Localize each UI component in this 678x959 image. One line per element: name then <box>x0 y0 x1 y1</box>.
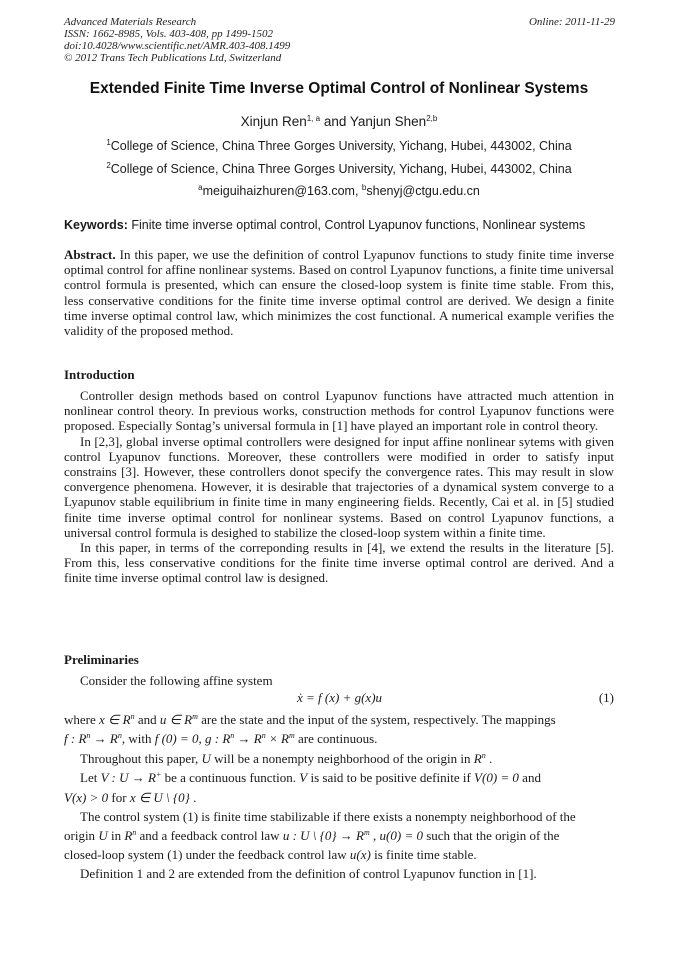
math-span: R <box>473 751 482 766</box>
math-sup: m <box>192 712 198 721</box>
doi-line: doi:10.4028/www.scientific.net/AMR.403-408.1499 <box>64 40 291 52</box>
math-sup: n <box>117 731 122 740</box>
text-span: closed-loop system (1) under the feedback control law <box>64 847 350 862</box>
intro-paragraph-1: Controller design methods based on control Lyapunov functions have attracted much attention in nonlinear control theory. In previous works, construction methods for control Lyapunov functions were proposed. Especially Sontag’s universal formula in [1] have played an important role in control theory. <box>64 388 614 434</box>
math-sup: n <box>132 828 137 837</box>
keywords <box>64 218 585 232</box>
issn-line: ISSN: 1662-8985, Vols. 403-408, pp 1499-1502 <box>64 28 273 40</box>
author-1-sup: 1, a <box>306 114 321 123</box>
text-span: origin <box>64 828 99 843</box>
email-b[interactable]: shenyj@ctgu.edu.cn <box>366 184 480 198</box>
online-date: Online: 2011-11-29 <box>528 16 615 28</box>
math-span: V(x) > 0 <box>64 790 109 805</box>
math-sup: m <box>364 828 370 837</box>
math-span: u ∈ R <box>159 712 193 727</box>
prelim-line-5 <box>80 770 541 786</box>
math-span: → R <box>234 731 262 746</box>
math-sup: n <box>481 751 486 760</box>
text-span: is said to be positive definite if <box>307 770 475 785</box>
keywords-label: Keywords: <box>64 218 128 232</box>
author-1: Xinjun Ren <box>240 114 307 129</box>
text-span: Let <box>80 770 101 785</box>
equation-1-number: (1) <box>598 690 614 705</box>
math-sup: m <box>288 731 295 740</box>
affiliation-1-text: College of Science, China Three Gorges University, Yichang, Hubei, 443002, China <box>110 139 572 153</box>
prelim-line-8 <box>64 828 559 844</box>
text-span: be a continuous function. <box>161 770 300 785</box>
introduction-heading: Introduction <box>64 367 135 382</box>
text-span: are the state and the input of the system, respectively. The mappings <box>197 712 556 727</box>
intro-paragraph-2: In [2,3], global inverse optimal controllers were designed for input affine nonlinear sytems with given control Lyapunov functions. Moreover, these controllers were modified in order to satisfy input constrains [3]. However, these controllers donot specify the convergence rates. This may result in slow convergence phenomena. However, it is desirable that trajectories of a dynamical system converge to a Lyapunov stable equilibrium in finite time in many engineering fields. Recently, Cai et al. in [5] studied finite time inverse optimal control for nonlinear systems. Based on control Lyapunov functions, a universal control formula is desighed to stabilize the closed-loop system within a finite time. <box>64 433 614 540</box>
copyright-line: © 2012 Trans Tech Publications Ltd, Switzerland <box>64 52 282 64</box>
math-sup: n <box>230 731 235 740</box>
abstract-label: Abstract. <box>64 247 116 262</box>
text-span: will be a nonempty neighborhood of the origin in <box>210 751 474 766</box>
journal-header <box>64 16 290 64</box>
math-span: x ∈ R <box>99 712 131 727</box>
math-sup: n <box>261 731 266 740</box>
prelim-line-2 <box>64 712 556 728</box>
author-2-sup: 2,b <box>426 114 438 123</box>
text-span: where <box>64 712 100 727</box>
text-span: , with <box>121 731 155 746</box>
text-span: in <box>107 828 125 843</box>
author-and: and <box>320 114 350 129</box>
text-span: Throughout this paper, <box>80 751 202 766</box>
math-span: u : U \ {0} → R <box>282 828 364 843</box>
author-2: Yanjun Shen <box>349 114 427 129</box>
prelim-line-9 <box>64 847 477 863</box>
affiliation-2 <box>0 161 678 176</box>
abstract <box>64 247 614 338</box>
prelim-line-4 <box>80 751 492 767</box>
text-span: . <box>189 790 197 805</box>
text-span: , <box>369 828 380 843</box>
prelim-line-1: Consider the following affine system <box>80 673 273 688</box>
affiliation-1 <box>0 138 678 153</box>
math-span: → R <box>90 731 118 746</box>
math-sup: + <box>155 770 162 779</box>
math-span: R <box>124 828 133 843</box>
math-span: U <box>98 828 108 843</box>
introduction-body <box>64 388 614 586</box>
intro-paragraph-3: In this paper, in terms of the correponding results in [4], we extend the results in the literature [5]. From this, less conservative conditions for the finite time inverse optimal control are derived. And a finite time inverse optimal control law is designed. <box>64 540 614 586</box>
text-span: for <box>108 790 130 805</box>
journal-name: Advanced Materials Research <box>64 16 197 28</box>
email-a-sup: a <box>198 183 203 192</box>
math-span: V(0) = 0 <box>474 770 519 785</box>
math-span: g : R <box>205 731 231 746</box>
author-line <box>0 114 678 129</box>
math-sup: n <box>130 712 135 721</box>
math-span: u(0) = 0 <box>379 828 423 843</box>
text-span: , <box>198 731 206 746</box>
paper-title: Extended Finite Time Inverse Optimal Control of Nonlinear Systems <box>89 80 589 97</box>
text-span: . <box>485 751 493 766</box>
math-span: x ∈ U \ {0} <box>129 790 190 805</box>
preliminaries-heading: Preliminaries <box>64 652 139 667</box>
keywords-text: Finite time inverse optimal control, Control Lyapunov functions, Nonlinear systems <box>127 218 586 232</box>
abstract-text: In this paper, we use the definition of control Lyapunov functions to study finite time inverse optimal control for affine nonlinear systems. Based on control Lyapunov functions, a finite time universal control formula is presented, which can ensure the closed-loop system is finite time stable. From this, less conservative conditions for the finite time inverse optimal control are derived. We design a finite time inverse optimal control law, which minimizes the cost functional. A numerical example verifies the validity of the proposed method. <box>64 247 614 339</box>
affiliation-1-sup: 1 <box>106 138 111 147</box>
affiliation-2-text: College of Science, China Three Gorges University, Yichang, Hubei, 443002, China <box>110 162 572 176</box>
math-span: V : U → R <box>100 770 156 785</box>
email-line <box>0 183 678 198</box>
text-span: are continuous. <box>294 731 378 746</box>
email-a[interactable]: meiguihaizhuren@163.com, <box>202 184 362 198</box>
text-span: and <box>518 770 541 785</box>
prelim-line-7: The control system (1) is finite time stabilizable if there exists a nonempty neighborhood of the <box>80 809 576 824</box>
prelim-line-6 <box>64 790 196 806</box>
math-span: u(x) <box>349 847 371 862</box>
text-span: is finite time stable. <box>370 847 477 862</box>
text-span: and a feedback control law <box>136 828 283 843</box>
math-span: f : R <box>64 731 87 746</box>
text-span: such that the origin of the <box>422 828 560 843</box>
equation-1: ẋ = f (x) + g(x)u <box>297 690 383 705</box>
math-span: × R <box>265 731 289 746</box>
email-b-sup: b <box>361 183 367 192</box>
math-span: V <box>299 770 308 785</box>
prelim-line-10: Definition 1 and 2 are extended from the definition of control Lyapunov function in [1]. <box>80 866 537 881</box>
math-span: f (0) = 0 <box>154 731 199 746</box>
prelim-line-3 <box>64 731 377 747</box>
text-span: and <box>134 712 160 727</box>
math-span: U <box>201 751 211 766</box>
affiliation-2-sup: 2 <box>106 161 111 170</box>
math-sup: n <box>86 731 91 740</box>
